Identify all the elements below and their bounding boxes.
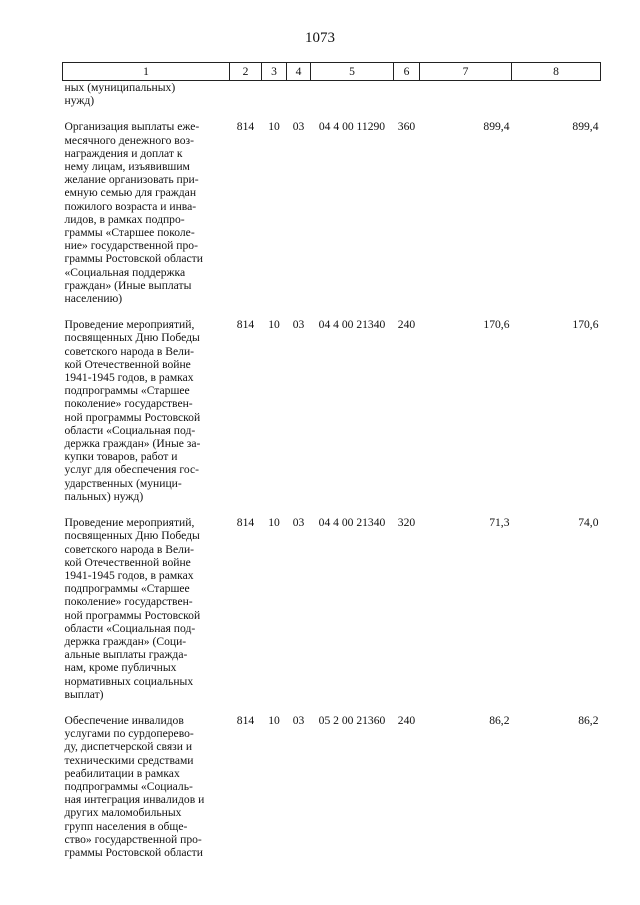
header-cell-7: 7	[420, 63, 512, 81]
row-code-6: 240	[397, 318, 416, 332]
row-code-5: 04 4 00 11290	[318, 120, 386, 134]
row-code-3: 10	[268, 318, 280, 332]
header-cell-1: 1	[63, 63, 230, 81]
table-row	[63, 81, 601, 108]
row-description: Организация выплаты еже- месячного денежного воз- награждения и доплат к нему лицам, изъявившим желание организовать при- емную семью для граждан пожилого возраста и инва- лидов, в рамках подпро- граммы «Старшее поколе- ние» государственной про- граммы Ростовской области «Социальная поддержка граждан» (Иные выплаты населению)	[64, 120, 203, 306]
budget-table	[62, 62, 601, 859]
page-number: 1073	[305, 30, 335, 46]
row-code-4: 03	[292, 120, 305, 134]
row-description: Проведение мероприятий, посвященных Дню Победы советского народа в Вели- кой Отечественной войне 1941-1945 годов, в рамках подпрограммы «Старшее поколение» государствен- ной программы Ростовской области «Социальная под- держка граждан» (Соци- альные выплаты гражда- нам, кроме публичных нормативных социальных выплат)	[64, 516, 201, 701]
header-cell-5: 5	[311, 63, 394, 81]
header-cell-2: 2	[230, 63, 262, 81]
row-description: Проведение мероприятий, посвященных Дню Победы советского народа в Вели- кой Отечественной войне 1941-1945 годов, в рамках подпрограммы «Старшее поколение» государствен- ной программы Ростовской области «Социальная под- держка граждан» (Иные за- купки товаров, работ и услуг для обеспечения гос- ударственных (муници- пальных) нужд)	[64, 318, 201, 503]
row-amount-7	[420, 81, 512, 108]
row-spacer	[63, 701, 601, 714]
row-amount-7: 899,4	[483, 120, 510, 134]
row-code-2: 814	[236, 516, 255, 530]
row-code-2	[230, 81, 262, 108]
header-cell-8: 8	[512, 63, 601, 81]
row-code-3: 10	[268, 120, 280, 134]
table-row	[63, 318, 601, 503]
row-description: Обеспечение инвалидов услугами по сурдоперево- ду, диспетчерской связи и техническими средствами реабилитации в рамках подпрограммы «Социаль- ная интеграция инвалидов и других маломобильных групп населения в обще- ство» государственной про- граммы Ростовской области	[64, 713, 205, 859]
row-code-2: 814	[236, 318, 255, 332]
row-code-6: 320	[397, 516, 416, 530]
row-code-5	[311, 81, 394, 108]
row-amount-7: 71,3	[489, 516, 510, 530]
row-amount-7: 86,2	[489, 713, 510, 727]
row-code-4: 03	[292, 318, 305, 332]
row-spacer	[63, 107, 601, 120]
header-row	[63, 63, 601, 81]
header-cell-3: 3	[262, 63, 287, 81]
row-amount-8: 74,0	[578, 516, 599, 530]
row-amount-8: 170,6	[572, 318, 599, 332]
row-code-6: 360	[397, 120, 416, 134]
row-code-4: 03	[292, 713, 305, 727]
row-amount-8	[512, 81, 601, 108]
row-code-6: 240	[397, 713, 416, 727]
row-code-6	[394, 81, 420, 108]
row-code-2: 814	[236, 713, 255, 727]
row-description: ных (муниципальных) нужд)	[64, 81, 176, 108]
table-row	[63, 516, 601, 701]
row-amount-8: 86,2	[578, 713, 599, 727]
row-code-5: 04 4 00 21340	[318, 318, 386, 332]
header-cell-4: 4	[287, 63, 311, 81]
row-code-2: 814	[236, 120, 255, 134]
row-amount-8: 899,4	[572, 120, 599, 134]
row-code-3: 10	[268, 713, 280, 727]
row-spacer	[63, 305, 601, 318]
row-code-5: 04 4 00 21340	[318, 516, 386, 530]
row-code-4: 03	[292, 516, 305, 530]
table-row	[63, 714, 601, 859]
row-spacer	[63, 503, 601, 516]
row-code-3: 10	[268, 516, 280, 530]
row-code-3	[262, 81, 287, 108]
table-row	[63, 120, 601, 305]
row-code-4	[287, 81, 311, 108]
header-cell-6: 6	[394, 63, 420, 81]
row-code-5: 05 2 00 21360	[318, 713, 386, 727]
row-amount-7: 170,6	[483, 318, 510, 332]
